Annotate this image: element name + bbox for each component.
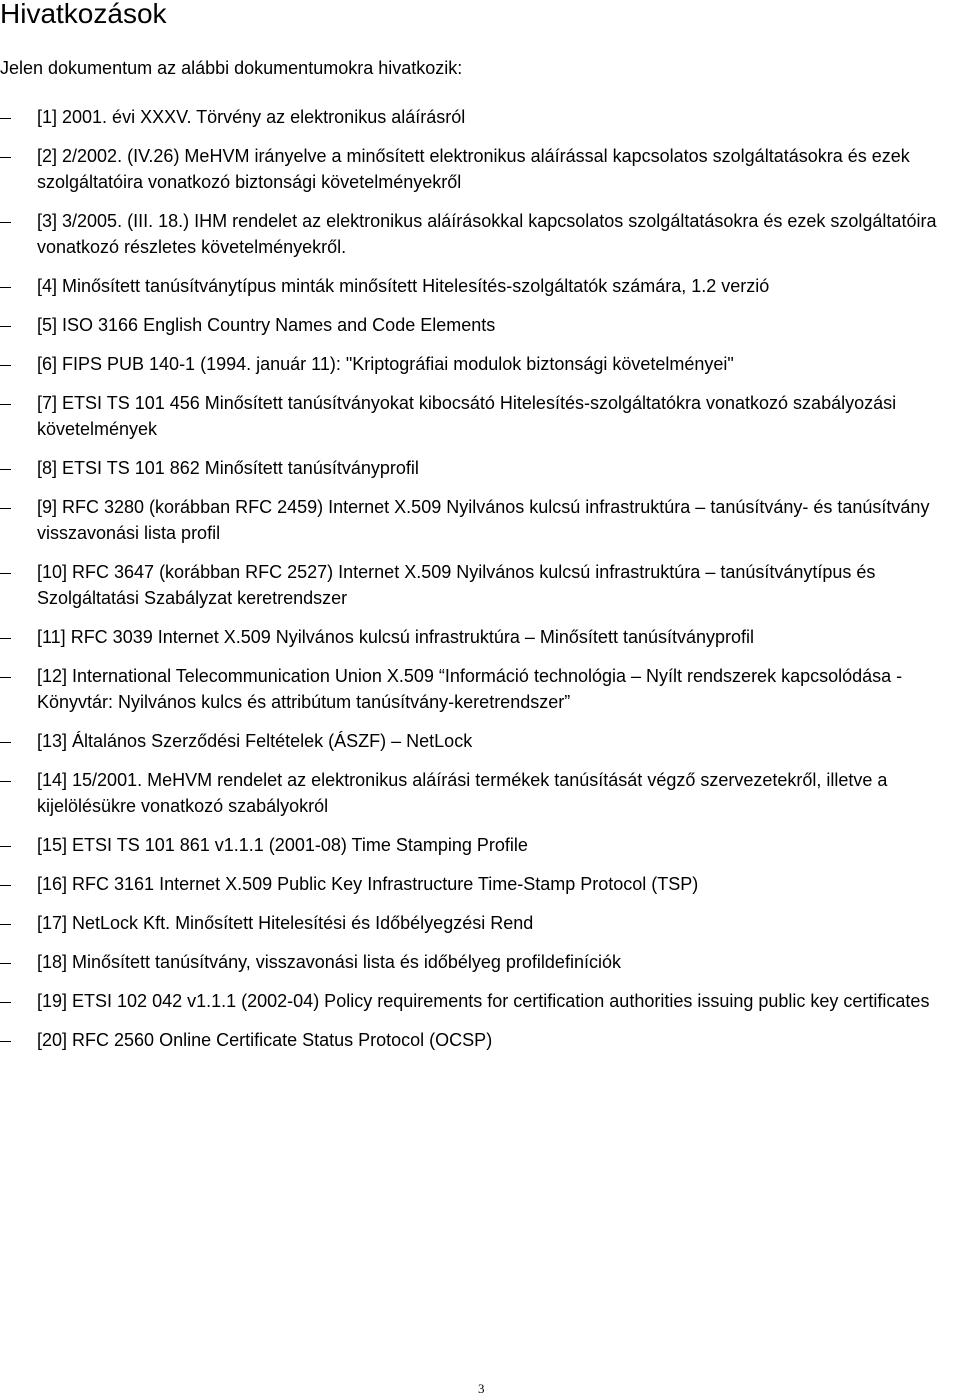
list-dash-icon <box>0 924 11 925</box>
list-dash-icon <box>0 365 11 366</box>
list-dash-icon <box>0 508 11 509</box>
reference-text: [13] Általános Szerződési Feltételek (ÁSZF) – NetLock <box>37 731 473 751</box>
list-dash-icon <box>0 404 11 405</box>
list-dash-icon <box>0 781 11 782</box>
list-dash-icon <box>0 846 11 847</box>
reference-item <box>0 663 960 715</box>
reference-text: [2] 2/2002. (IV.26) MeHVM irányelve a minősített elektronikus aláírással kapcsolatos szolgáltatásokra és ezek szolgáltatóira vonatkozó biztonsági követelményekről <box>37 146 910 192</box>
reference-list <box>0 104 960 1066</box>
list-dash-icon <box>0 1041 11 1042</box>
list-dash-icon <box>0 1002 11 1003</box>
reference-item <box>0 559 960 611</box>
reference-item <box>0 871 960 897</box>
reference-item <box>0 351 960 377</box>
list-dash-icon <box>0 118 11 119</box>
list-dash-icon <box>0 287 11 288</box>
reference-text: [3] 3/2005. (III. 18.) IHM rendelet az elektronikus aláírásokkal kapcsolatos szolgáltatásokra és ezek szolgáltatóira vonatkozó részletes követelményekről. <box>37 211 937 257</box>
reference-item <box>0 273 960 299</box>
list-dash-icon <box>0 157 11 158</box>
reference-text: [4] Minősített tanúsítványtípus minták minősített Hitelesítés-szolgáltatók számára, 1.2 verzió <box>37 276 770 296</box>
list-dash-icon <box>0 469 11 470</box>
page-number: 3 <box>478 1381 485 1396</box>
list-dash-icon <box>0 573 11 574</box>
page-title: Hivatkozások <box>0 0 167 29</box>
reference-item <box>0 1027 960 1053</box>
reference-text: [9] RFC 3280 (korábban RFC 2459) Internet X.509 Nyilvános kulcsú infrastruktúra – tanúsítvány- és tanúsítvány visszavonási lista profil <box>37 497 930 543</box>
list-dash-icon <box>0 677 11 678</box>
reference-item <box>0 949 960 975</box>
reference-item <box>0 910 960 936</box>
reference-item <box>0 312 960 338</box>
intro-text: Jelen dokumentum az alábbi dokumentumokra hivatkozik: <box>0 58 463 78</box>
reference-text: [18] Minősített tanúsítvány, visszavonási lista és időbélyeg profildefiníciók <box>37 952 621 972</box>
list-dash-icon <box>0 326 11 327</box>
reference-item <box>0 104 960 130</box>
reference-item <box>0 988 960 1014</box>
reference-item <box>0 208 960 260</box>
reference-text: [17] NetLock Kft. Minősített Hitelesítési és Időbélyegzési Rend <box>37 913 534 933</box>
reference-text: [1] 2001. évi XXXV. Törvény az elektronikus aláírásról <box>37 107 466 127</box>
reference-item <box>0 832 960 858</box>
reference-item <box>0 494 960 546</box>
reference-item <box>0 390 960 442</box>
list-dash-icon <box>0 742 11 743</box>
list-dash-icon <box>0 885 11 886</box>
reference-text: [10] RFC 3647 (korábban RFC 2527) Internet X.509 Nyilvános kulcsú infrastruktúra – tanúsítványtípus és Szolgáltatási Szabályzat keretrendszer <box>37 562 876 608</box>
reference-text: [14] 15/2001. MeHVM rendelet az elektronikus aláírási termékek tanúsítását végző szervezetekről, illetve a kijelölésükre vonatkozó szabályokról <box>37 770 888 816</box>
reference-item <box>0 624 960 650</box>
reference-text: [11] RFC 3039 Internet X.509 Nyilvános kulcsú infrastruktúra – Minősített tanúsítványprofil <box>37 627 755 647</box>
reference-text: [5] ISO 3166 English Country Names and Code Elements <box>37 315 496 335</box>
list-dash-icon <box>0 963 11 964</box>
reference-text: [7] ETSI TS 101 456 Minősített tanúsítványokat kibocsátó Hitelesítés-szolgáltatókra vonatkozó szabályozási követelmények <box>37 393 897 439</box>
list-dash-icon <box>0 638 11 639</box>
reference-text: [15] ETSI TS 101 861 v1.1.1 (2001-08) Time Stamping Profile <box>37 835 528 855</box>
reference-item <box>0 728 960 754</box>
reference-text: [8] ETSI TS 101 862 Minősített tanúsítványprofil <box>37 458 419 478</box>
reference-text: [6] FIPS PUB 140-1 (1994. január 11): "Kriptográfiai modulok biztonsági követelményei" <box>37 354 734 374</box>
reference-text: [19] ETSI 102 042 v1.1.1 (2002-04) Policy requirements for certification authorities issuing public key certificates <box>37 991 930 1011</box>
reference-text: [16] RFC 3161 Internet X.509 Public Key Infrastructure Time-Stamp Protocol (TSP) <box>37 874 699 894</box>
reference-text: [20] RFC 2560 Online Certificate Status Protocol (OCSP) <box>37 1030 493 1050</box>
list-dash-icon <box>0 222 11 223</box>
reference-item <box>0 767 960 819</box>
reference-text: [12] International Telecommunication Union X.509 “Információ technológia – Nyílt rendszerek kapcsolódása - Könyvtár: Nyilvános kulcs és attribútum tanúsítvány-keretrendszer” <box>37 666 903 712</box>
reference-item <box>0 455 960 481</box>
reference-item <box>0 143 960 195</box>
